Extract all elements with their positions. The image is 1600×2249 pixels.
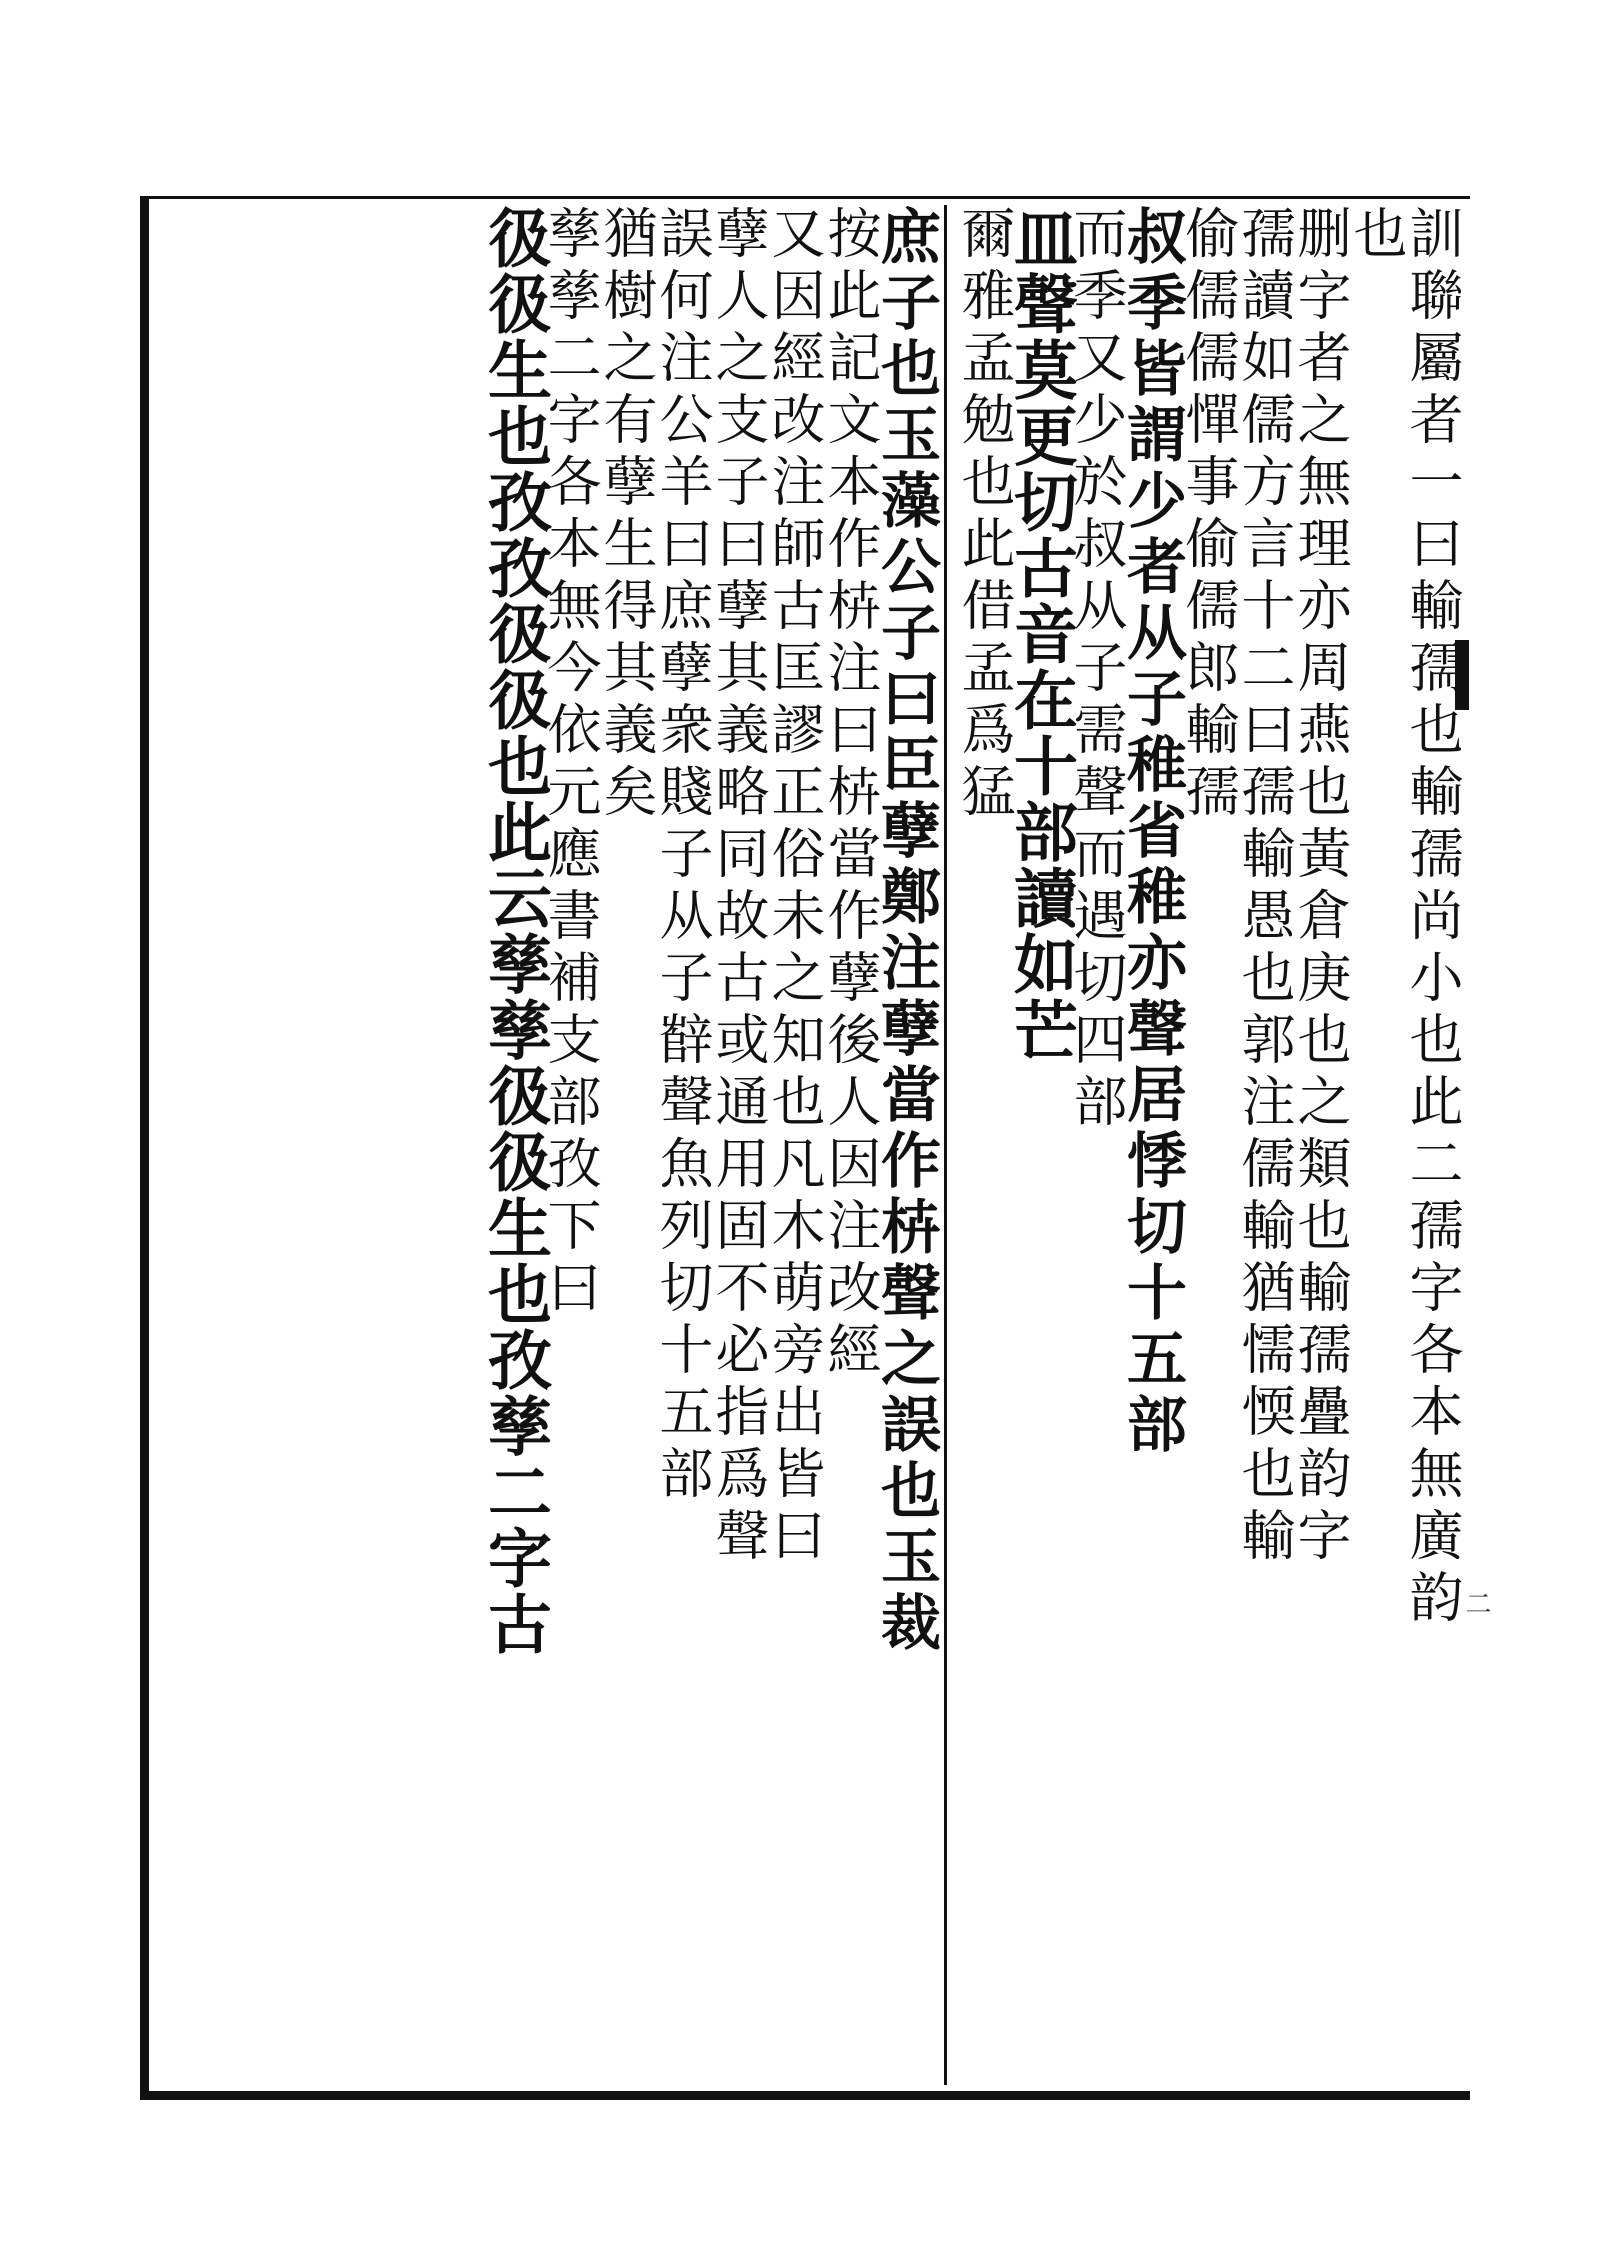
column-text: 又因經改注師古匡謬正俗未之知也凡木萌旁出皆曰 xyxy=(763,205,826,1569)
column-text: 按此記文本作枿注曰枿當作孽後人因注改經 xyxy=(819,205,882,1383)
column-10 xyxy=(871,205,941,2085)
column-14 xyxy=(651,205,714,2085)
column-text: 删字者之無理亦周燕也黃倉庚也之類也輸孺疊韵字 xyxy=(1289,205,1352,1569)
column-5 xyxy=(1177,205,1240,2085)
column-text: 叔季皆謂少者从子稚省稚亦聲居悸切十五部 xyxy=(1117,205,1187,1459)
column-15 xyxy=(595,205,658,2085)
column-11 xyxy=(819,205,882,2085)
column-text: 偷儒儒憚事偷儒郎輸孺 xyxy=(1177,205,1240,825)
column-12 xyxy=(763,205,826,2085)
column-6 xyxy=(1117,205,1187,2085)
column-text: 皿聲莫更切古音在十部讀如芒 xyxy=(1003,205,1078,1063)
column-text: 也 xyxy=(1345,205,1408,267)
column-1 xyxy=(1401,205,1464,2085)
column-text: 爾雅孟勉也此借孟爲猛 xyxy=(953,205,1016,825)
column-13 xyxy=(707,205,770,2085)
column-text: 孽人之支子曰孽其義略同故古或通用固不必指爲聲 xyxy=(707,205,770,1569)
edge-mark: 二 xyxy=(1461,1590,1491,1616)
column-text: 而季又少於叔从子需聲而遇切四部 xyxy=(1065,205,1128,1135)
text-columns xyxy=(175,205,1464,2085)
column-3 xyxy=(1289,205,1352,2085)
column-2 xyxy=(1345,205,1408,2085)
column-4 xyxy=(1233,205,1296,2085)
column-8 xyxy=(1003,205,1078,2085)
column-text: 誤何注公羊曰庶孽衆賤子从子辥聲魚列切十五部 xyxy=(651,205,714,1507)
column-text: 猶樹之有孽生得其義矣 xyxy=(595,205,658,825)
column-text: 孺讀如儒方言十二曰孺輸愚也郭注儒輸猶懦愞也輸 xyxy=(1233,205,1296,1569)
column-text: 彶彶生也孜孜彶彶也此云孳孳彶彶生也孜孳二字古 xyxy=(477,205,552,1657)
column-text: 孳孳二字各本無今依元應書補支部孜下曰 xyxy=(539,205,602,1321)
column-text: 庶子也玉藻公子曰臣孽鄭注孽當作枿聲之誤也玉裁 xyxy=(871,205,941,1657)
column-17 xyxy=(477,205,552,2085)
column-text: 訓聯屬者一曰輸孺也輸孺尚小也此二孺字各本無廣韵 xyxy=(1401,205,1464,1631)
column-9 xyxy=(953,205,1016,2085)
